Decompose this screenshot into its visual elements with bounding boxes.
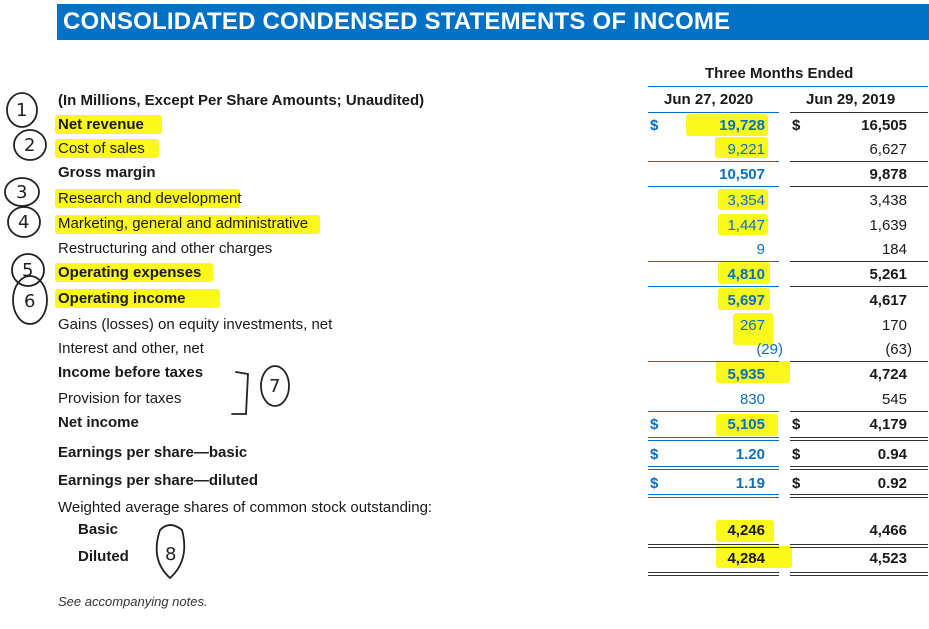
value-2020-interest: (29) <box>756 341 783 358</box>
dollar-sign: $ <box>650 416 659 433</box>
label-ibt: Income before taxes <box>58 364 204 381</box>
value-2019-eps-diluted: 0.92 <box>877 475 907 492</box>
label-restructuring: Restructuring and other charges <box>58 240 273 257</box>
value-2019-restructuring: 184 <box>881 241 907 258</box>
value-2020-ibt: 5,935 <box>727 366 765 383</box>
value-2019-net-revenue: 16,505 <box>861 117 907 134</box>
value-2019-tax: 545 <box>881 391 907 408</box>
value-2019-shares-basic: 4,466 <box>869 522 907 539</box>
value-2020-shares-basic: 4,246 <box>727 522 765 539</box>
value-2019-cost-of-sales: 6,627 <box>869 141 907 158</box>
label-gains: Gains (losses) on equity investments, net <box>58 316 333 333</box>
value-2019-gross-margin: 9,878 <box>869 166 907 183</box>
footnote: See accompanying notes. <box>58 594 208 609</box>
annotation-label-5: 5 <box>22 260 34 281</box>
value-2019-ibt: 4,724 <box>869 366 907 383</box>
annotation-label-1: 1 <box>16 100 28 121</box>
value-2020-opex: 4,810 <box>727 266 765 283</box>
value-2020-gains: 267 <box>739 317 765 334</box>
dollar-sign: $ <box>650 117 659 134</box>
value-2019-eps-basic: 0.94 <box>877 446 907 463</box>
dollar-sign: $ <box>650 475 659 492</box>
statement-title: CONSOLIDATED CONDENSED STATEMENTS OF INCOME <box>57 4 929 40</box>
annotation-label-4: 4 <box>18 212 30 233</box>
value-2019-mga: 1,639 <box>869 217 907 234</box>
annotation-label-3: 3 <box>16 182 28 203</box>
value-2019-interest: (63) <box>885 341 912 358</box>
label-gross-margin: Gross margin <box>58 164 156 181</box>
col-2019-header: Jun 29, 2019 <box>806 91 896 108</box>
units-note: (In Millions, Except Per Share Amounts; Unaudited) <box>58 92 425 109</box>
col-2020-header: Jun 27, 2020 <box>664 91 754 108</box>
value-2020-tax: 830 <box>739 391 765 408</box>
period-group-header: Three Months Ended <box>705 65 854 82</box>
value-2020-gross-margin: 10,507 <box>719 166 765 183</box>
value-2020-shares-diluted: 4,284 <box>727 550 765 567</box>
value-2020-net-income: 5,105 <box>727 416 765 433</box>
annotation-label-6: 6 <box>24 291 36 312</box>
value-2019-shares-diluted: 4,523 <box>869 550 907 567</box>
dollar-sign: $ <box>792 475 801 492</box>
value-2019-gains: 170 <box>881 317 907 334</box>
dollar-sign: $ <box>792 446 801 463</box>
value-2019-rnd: 3,438 <box>869 192 907 209</box>
value-2020-net-revenue: 19,728 <box>719 117 765 134</box>
label-interest: Interest and other, net <box>58 340 204 357</box>
value-2020-restructuring: 9 <box>756 241 765 258</box>
value-2020-eps-diluted: 1.19 <box>735 475 765 492</box>
value-2019-net-income: 4,179 <box>869 416 907 433</box>
dollar-sign: $ <box>792 416 801 433</box>
label-rnd: Research and development <box>58 190 242 207</box>
value-2019-opex: 5,261 <box>869 266 907 283</box>
label-shares-basic: Basic <box>78 521 119 538</box>
annotation-label-7: 7 <box>269 376 281 397</box>
value-2020-mga: 1,447 <box>727 217 765 234</box>
value-2020-cost-of-sales: 9,221 <box>727 141 765 158</box>
label-shares-header: Weighted average shares of common stock outstanding: <box>58 499 433 516</box>
annotation-label-2: 2 <box>24 135 36 156</box>
label-net-revenue: Net revenue <box>58 116 144 133</box>
annotation-label-8: 8 <box>165 544 177 565</box>
value-2019-op-income: 4,617 <box>869 292 907 309</box>
annotation-bracket-7 <box>232 372 248 414</box>
label-eps-basic: Earnings per share—basic <box>58 444 248 461</box>
value-2020-eps-basic: 1.20 <box>735 446 765 463</box>
label-tax: Provision for taxes <box>58 390 182 407</box>
dollar-sign: $ <box>792 117 801 134</box>
label-net-income: Net income <box>58 414 139 431</box>
value-2020-op-income: 5,697 <box>727 292 765 309</box>
label-cost-of-sales: Cost of sales <box>58 140 145 157</box>
label-mga: Marketing, general and administrative <box>58 215 309 232</box>
dollar-sign: $ <box>650 446 659 463</box>
label-opex: Operating expenses <box>58 264 202 281</box>
label-eps-diluted: Earnings per share—diluted <box>58 472 259 489</box>
label-shares-diluted: Diluted <box>78 548 129 565</box>
label-op-income: Operating income <box>58 290 186 307</box>
value-2020-rnd: 3,354 <box>727 192 765 209</box>
